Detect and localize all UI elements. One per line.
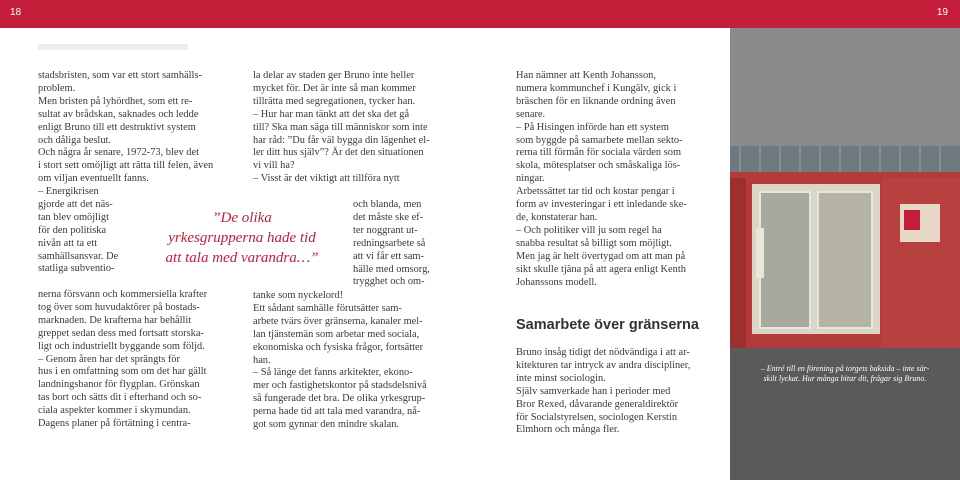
text-line: la delar av staden ger Bruno inte heller	[253, 70, 415, 81]
text-line: ler ditt hus själv”? Är det den situationen	[253, 147, 424, 159]
text-line: tanke som nyckelord!	[253, 290, 344, 301]
text-line: för Socialstyrelsen, sociologen Kerstin	[516, 411, 678, 423]
text-line: samhällsansvar. De	[38, 250, 119, 262]
text-line: tillrätta med segregationen, tycker han.	[253, 95, 416, 107]
top-bar	[0, 0, 960, 28]
column-left	[38, 70, 231, 186]
column-left-narrow	[38, 186, 158, 276]
text-line: Själv samverkade han i perioder med	[516, 385, 671, 397]
text-line: bräschen för en liknande ordning även	[516, 95, 676, 107]
text-line: landningsbanor för flygplan. Grönskan	[38, 379, 200, 391]
page-number-left: 18	[10, 7, 22, 18]
column-right	[516, 70, 711, 289]
text-line: tan blev omöjligt	[38, 211, 109, 223]
text-line: ningar.	[516, 173, 545, 185]
text-line: Bror Rexed, dåvarande generaldirektör	[516, 398, 679, 410]
text-line: statliga subventio-	[38, 263, 115, 275]
text-line: – Visst är det viktigt att tillföra nytt	[253, 173, 400, 185]
text-line: om viljan eventuellt fanns.	[38, 173, 149, 185]
text-line: Men bristen på lyhördhet, som ett re-	[38, 95, 193, 107]
text-line: ciala aspekter kommer i skymundan.	[38, 405, 191, 417]
section-heading: Samarbete över gränserna	[516, 317, 699, 333]
text-line: tas bort och sätts dit i efterhand och so-	[38, 392, 202, 404]
text-line: och blanda, men	[353, 199, 422, 210]
text-line: Elmhorn och många fler.	[516, 424, 620, 436]
text-line: nerna försvann och kommersiella krafter	[38, 289, 208, 300]
text-line: gjorde att det näs-	[38, 198, 113, 210]
text-line: inte minst sociologin.	[516, 372, 606, 384]
text-line: tog över som huvudaktörer på bostads-	[38, 301, 200, 313]
text-line: ter noggrant ut-	[353, 224, 418, 236]
column-right-bottom	[516, 347, 711, 437]
text-line: och dåliga beslut.	[38, 134, 112, 146]
column-middle	[253, 70, 445, 186]
text-line: form av investeringar i ett inledande ske-	[516, 199, 687, 211]
quote-line: yrkesgrupperna hade tid	[168, 230, 316, 246]
text-line: snabba resultat så billigt som möjligt.	[516, 237, 672, 249]
text-line: Och några år senare, 1972-73, blev det	[38, 147, 199, 159]
photo	[730, 28, 960, 480]
pull-quote	[152, 208, 332, 268]
text-line: – Så länge det fanns arkitekter, ekono-	[253, 367, 413, 379]
quote-line: ”De olika	[212, 210, 272, 226]
text-line: trygghet och om-	[353, 276, 425, 288]
text-line: enligt Bruno till ett destruktivt system	[38, 121, 196, 133]
text-line: sultat av brådskan, saknades och ledde	[38, 108, 199, 120]
text-line: ekonomiska och fysiska frågor, fortsätter	[253, 341, 424, 353]
text-line: marknaden. De krafterna har behållit	[38, 314, 192, 326]
text-line: – Genom åren har det sprängts för	[38, 353, 180, 365]
text-line: senare.	[516, 108, 546, 120]
text-line: arbete tvärs över gränserna, kanaler mel-	[253, 315, 423, 327]
text-line: – Och politiker vill ju som regel ha	[516, 224, 662, 236]
text-line: – På Hisingen införde han ett system	[516, 121, 669, 133]
text-line: mer och fastighetskontor på stadsdelsnivå	[253, 380, 427, 392]
text-line: lan tjänstemän som arbetar med sociala,	[253, 328, 420, 340]
text-line: att vi får ett sam-	[353, 250, 424, 262]
text-line: Ett sådant samhälle förutsätter sam-	[253, 302, 402, 314]
quote-line: att tala med varandra…”	[165, 250, 319, 266]
text-line: för den politiska	[38, 224, 107, 236]
text-line: – Hur har man tänkt att det ska det gå	[253, 108, 410, 120]
photo-caption	[735, 364, 955, 384]
text-line: kitekturen tar intryck av andra discipliner,	[516, 359, 691, 371]
column-middle-bottom	[253, 290, 445, 432]
text-line: Dagens planer på förtätning i centra-	[38, 418, 191, 430]
text-line: nivån att ta ett	[38, 237, 98, 249]
page-number-right: 19	[936, 7, 948, 18]
faded-header-strip	[38, 44, 188, 50]
text-line: Johanssons modell.	[516, 276, 597, 288]
text-line: så fungerade det bra. De olika yrkesgrup-	[253, 393, 426, 405]
caption-line: skilt lyckat. Hur många bitar dit, frågar sig Bruno.	[763, 374, 927, 383]
text-line: Arbetssättet tar tid och kostar pengar i	[516, 186, 675, 198]
text-line: hus i en omfattning som om det har gällt	[38, 366, 207, 378]
text-line: Men jag är helt övertygad om att man på	[516, 250, 686, 262]
building-entrance-photo	[730, 28, 960, 480]
column-left-bottom	[38, 289, 231, 431]
caption-line: – Entré till en förening på torgets baksida – inte sär-	[760, 364, 930, 373]
text-line: stadsbristen, som var ett stort samhälls-	[38, 70, 202, 81]
text-line: – Energikrisen	[38, 186, 99, 197]
text-line: Han nämner att Kenth Johansson,	[516, 70, 656, 81]
text-line: numera kommunchef i Kungälv, gick i	[516, 82, 677, 94]
text-line: redningsarbete så	[353, 237, 426, 249]
text-line: sikt skulle tjäna på att agera enligt Kenth	[516, 263, 686, 275]
text-line: ligt och industriellt byggande som följd.	[38, 340, 205, 352]
text-line: got som gynnar den mindre skalan.	[253, 419, 400, 431]
text-line: som byggde på samarbete mellan sekto-	[516, 134, 683, 146]
text-line: rerna till förmån för sociala värden som	[516, 147, 682, 159]
text-line: problem.	[38, 82, 76, 94]
text-line: hälle med omsorg,	[353, 263, 430, 275]
text-line: det måste ske ef-	[353, 211, 424, 223]
text-line: till? Ska man säga till människor som inte	[253, 121, 428, 133]
text-line: mycket för. Det är inte så man kommer	[253, 82, 416, 94]
text-line: vi vill ha?	[253, 160, 295, 172]
text-line: perna hade tid att tala med varandra, nå-	[253, 406, 421, 418]
text-line: greppet sedan dess med fortsatt storska-	[38, 327, 204, 339]
text-line: Bruno insåg tidigt det nödvändiga i att ar-	[516, 347, 690, 358]
text-line: har råd: ”Du får väl bygga din lägenhet el-	[253, 134, 430, 146]
column-middle-narrow	[353, 199, 445, 289]
text-line: han.	[253, 354, 271, 366]
text-line: de, konstaterar han.	[516, 211, 598, 223]
text-line: i stort sett omöjligt att rätta till felen, även	[38, 160, 214, 172]
text-line: skola, mötesplatser och småskaliga lös-	[516, 160, 681, 172]
